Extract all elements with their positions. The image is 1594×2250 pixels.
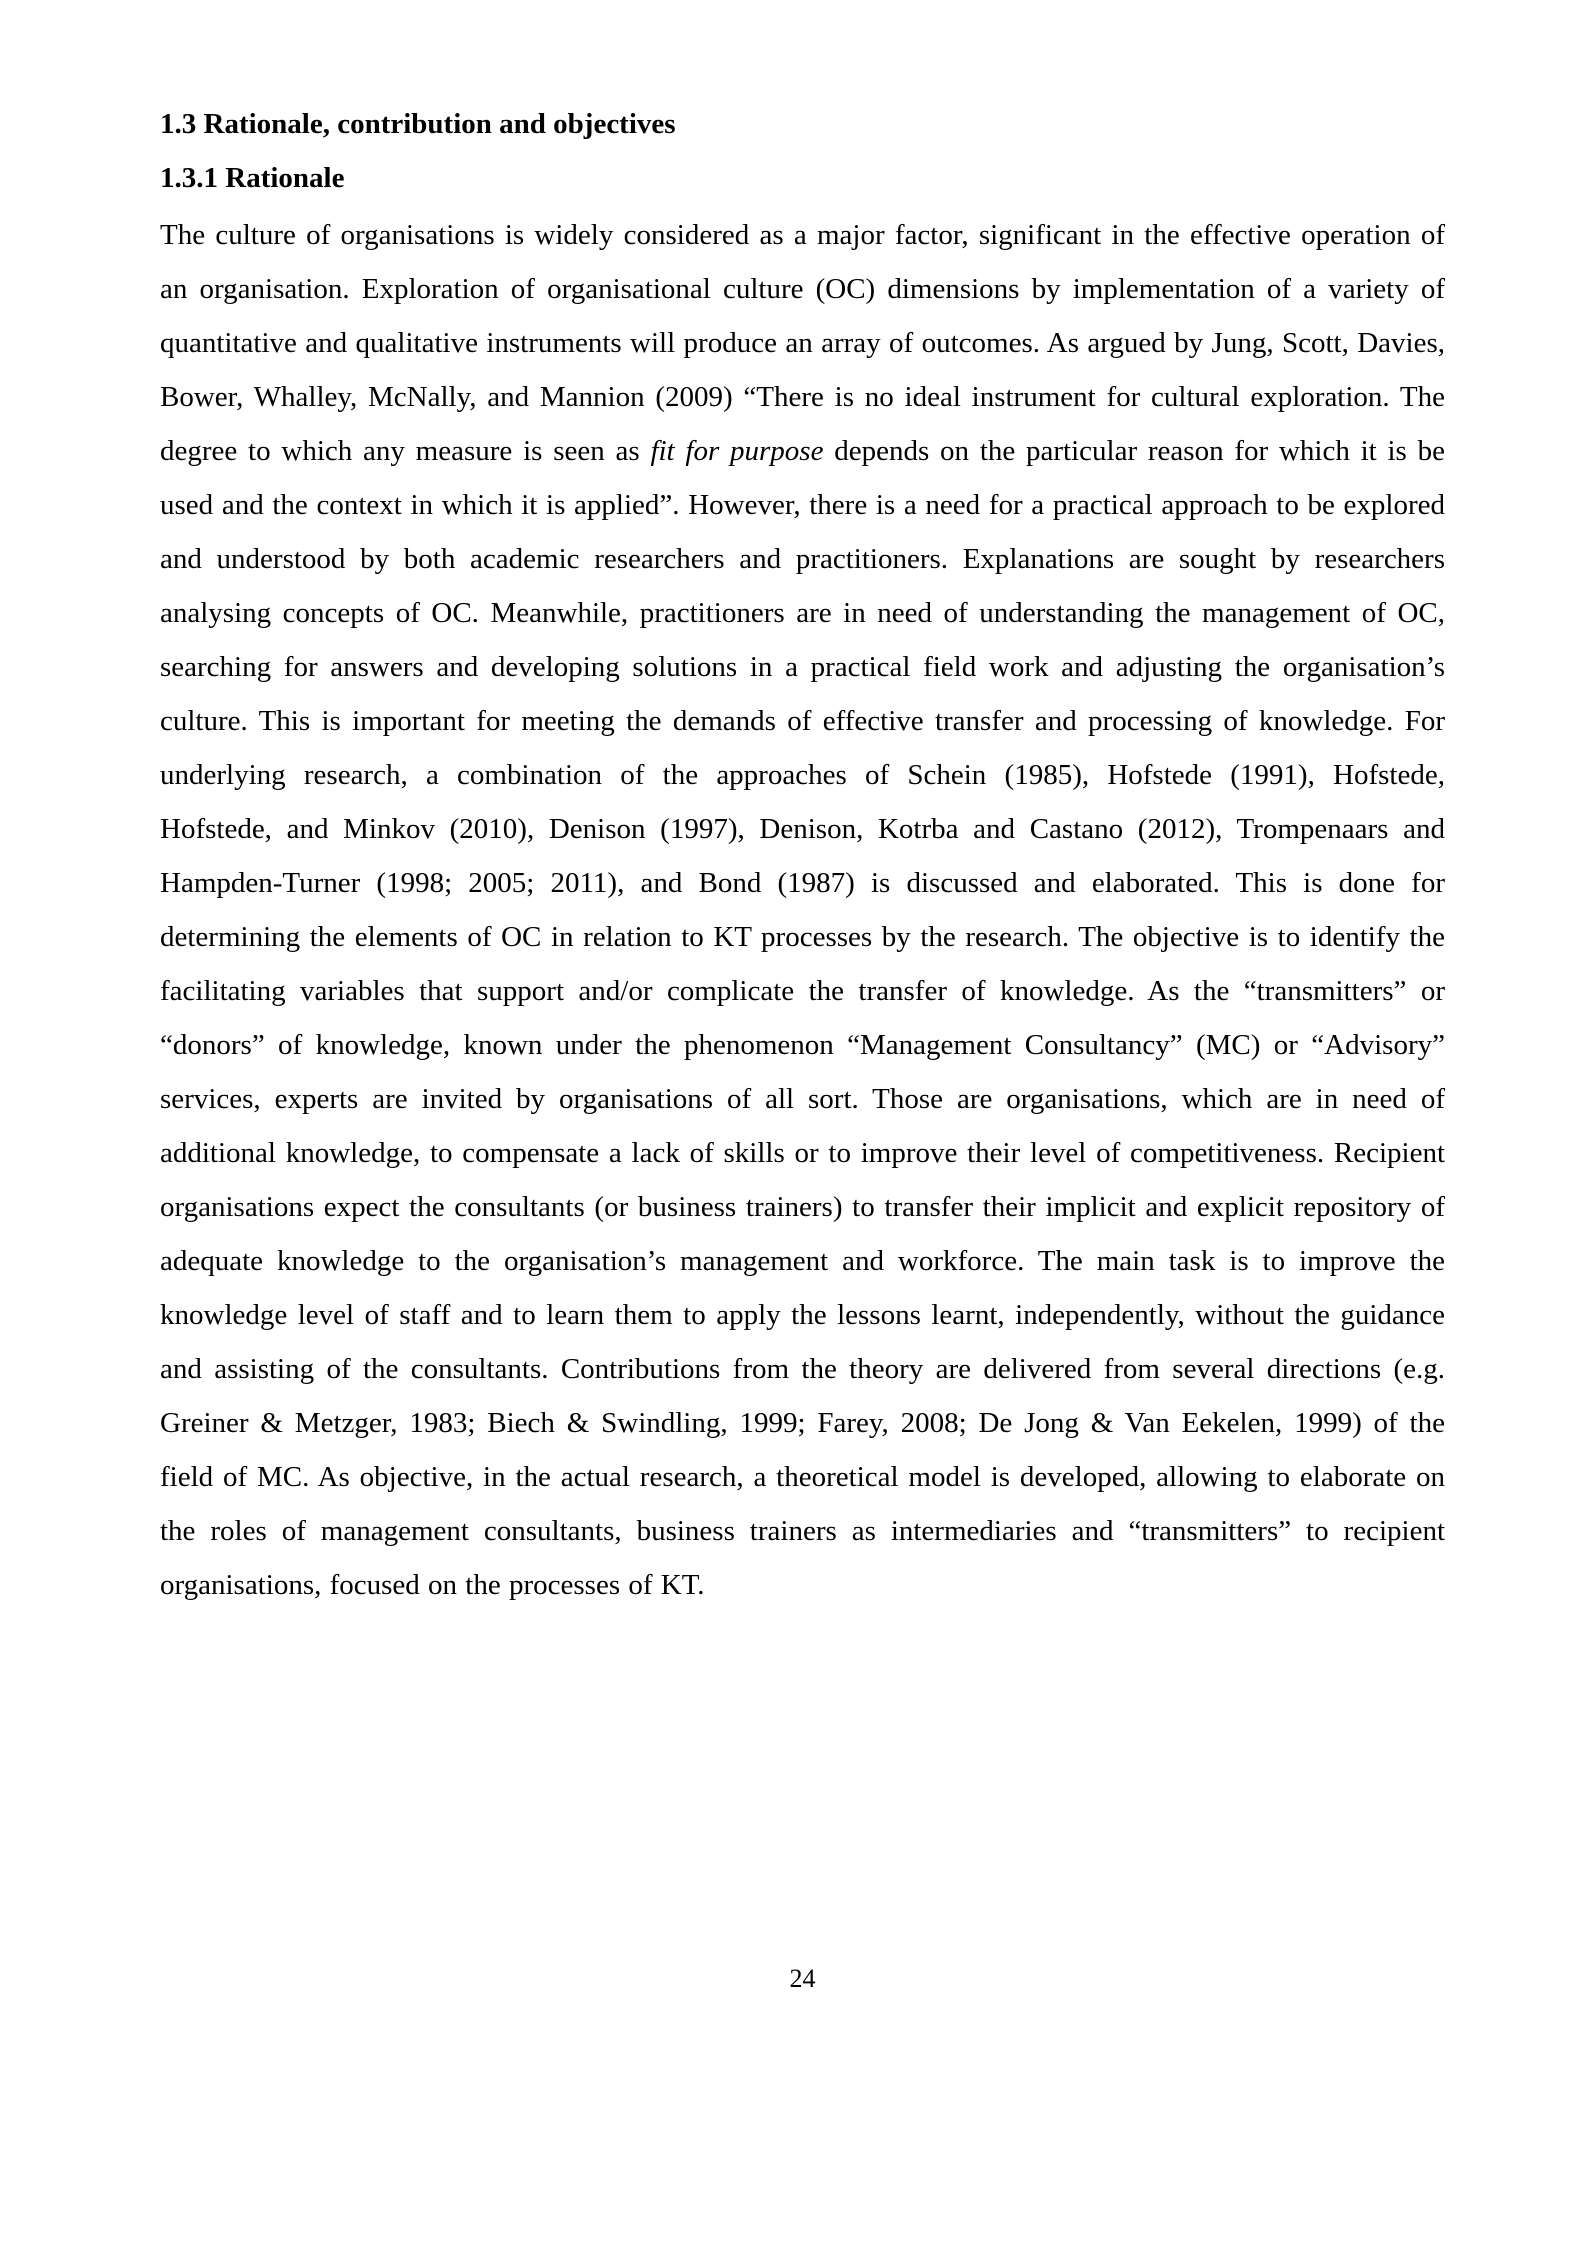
page-number: 24 [789, 1964, 816, 1993]
page-content [160, 104, 1445, 1612]
body-paragraph [160, 208, 1445, 1612]
text-segment: depends on the particular reason for which it is be used and the context in which it is applied”. However, there is a need for a practical approach to be explored and understood by both academic researchers and practitioners. Explanations are sought by researchers analysing concepts of OC. Meanwhile, practitioners are in need of understanding the management of OC, searching for answers and developing solutions in a practical field work and adjusting the organisation’s culture. This is important for meeting the demands of effective transfer and processing of knowledge. For underlying research, a combination of the approaches of Schein (1985), Hofstede (1991), Hofstede, Hofstede, and Minkov (2010), Denison (1997), Denison, Kotrba and Castano (2012), Trompenaars and Hampden-Turner (1998; 2005; 2011), and Bond (1987) is discussed and elaborated. This is done for determining the elements of OC in relation to KT processes by the research. The objective is to identify the facilitating variables that support and/or complicate the transfer of knowledge. As the “transmitters” or “donors” of knowledge, known under the phenomenon “Management Consultancy” (MC) or “Advisory” services, experts are invited by organisations of all sort. Those are organisations, which are in need of additional knowledge, to compensate a lack of skills or to improve their level of competitiveness. Recipient organisations expect the consultants (or business trainers) to transfer their implicit and explicit repository of adequate knowledge to the organisation’s management and workforce. The main task is to improve the knowledge level of staff and to learn them to apply the lessons learnt, independently, without the guidance and assisting of the consultants. Contributions from the theory are delivered from several directions (e.g. Greiner & Metzger, 1983; Biech & Swindling, 1999; Farey, 2008; De Jong & Van Eekelen, 1999) of the field of MC. As objective, in the actual research, a theoretical model is developed, allowing to elaborate on the roles of management consultants, business trainers as intermediaries and “transmitters” to recipient organisations, focused on the processes of KT. [160, 435, 1445, 1601]
text-segment: The culture of organisations is widely considered as a major factor, significant in the effective operation of an organisation. Exploration of organisational culture (OC) dimensions by implementation of a variety of quantitative and qualitative instruments will produce an array of outcomes. As argued by Jung, Scott, Davies, Bower, Whalley, McNally, and Mannion (2009) “There is no ideal instrument for cultural exploration. The degree to which any measure is seen as [160, 219, 1445, 467]
italic-text-segment: fit for purpose [650, 435, 824, 467]
section-heading: 1.3 Rationale, contribution and objectives [160, 108, 676, 140]
subsection-heading: 1.3.1 Rationale [160, 162, 345, 194]
